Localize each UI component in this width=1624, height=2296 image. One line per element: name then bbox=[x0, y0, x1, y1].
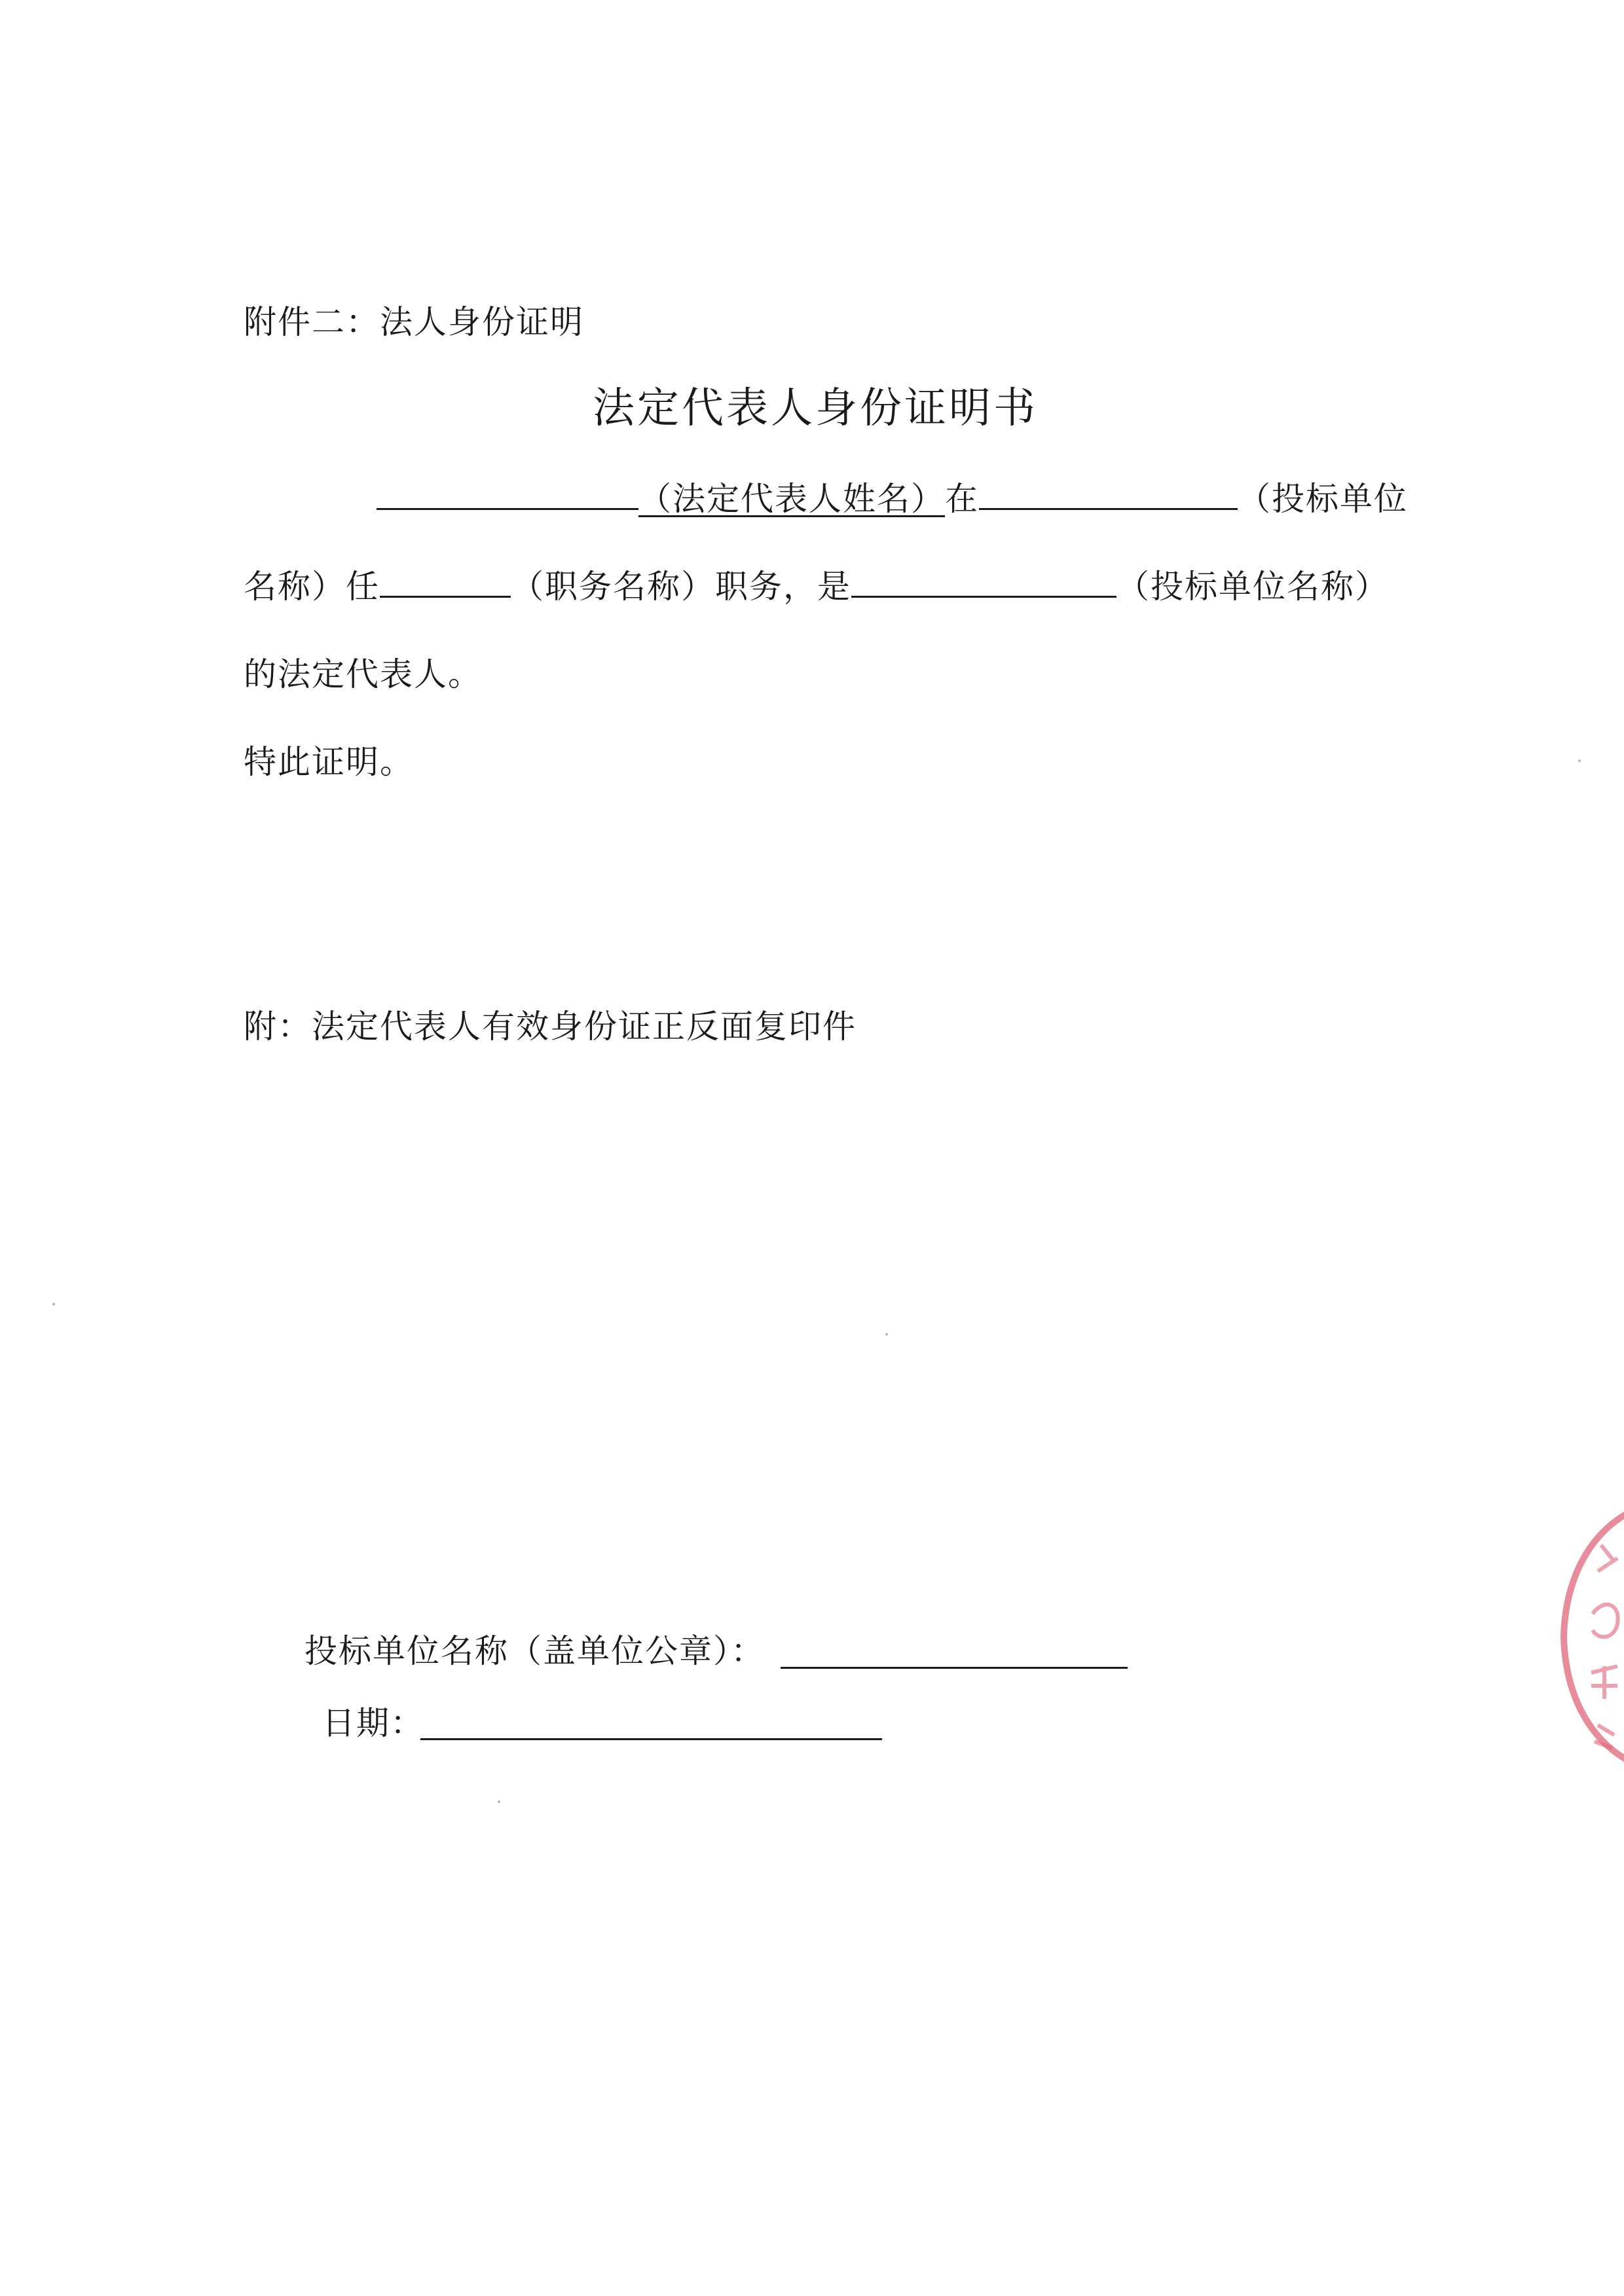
position-placeholder: （职务名称） bbox=[511, 568, 715, 606]
bidder-name-blank-1[interactable] bbox=[979, 479, 1238, 510]
scan-speck bbox=[498, 1800, 500, 1803]
position-blank[interactable] bbox=[380, 567, 511, 598]
scan-speck bbox=[885, 1333, 888, 1336]
bidder-signature-line[interactable] bbox=[781, 1667, 1128, 1669]
scan-speck bbox=[52, 1303, 55, 1305]
seal-fragment-graphic bbox=[1552, 1499, 1624, 1774]
bidder-signature-row bbox=[304, 1631, 765, 1671]
certification-text: 特此证明。 bbox=[244, 743, 414, 781]
date-row bbox=[322, 1704, 424, 1743]
bidder-name-blank-2[interactable] bbox=[851, 567, 1116, 598]
body-line-1 bbox=[377, 479, 1408, 519]
position-suffix: 职务，是 bbox=[715, 568, 851, 606]
attachment-heading: 附件二：法人身份证明 bbox=[244, 303, 584, 341]
bidder-signature-label: 投标单位名称（盖单位公章）： bbox=[304, 1632, 765, 1670]
bidder-placeholder-part2: 名称） bbox=[244, 568, 346, 606]
bidder-placeholder: （投标单位名称） bbox=[1116, 568, 1389, 606]
representative-name-blank[interactable] bbox=[377, 479, 638, 510]
date-label: 日期： bbox=[322, 1704, 424, 1742]
attachment-note: 附：法定代表人有效身份证正反面复印件 bbox=[244, 1008, 857, 1046]
bidder-placeholder-part1: （投标单位 bbox=[1238, 480, 1408, 518]
document-title: 法定代表人身份证明书 bbox=[593, 384, 1038, 433]
body-line-2 bbox=[244, 567, 1389, 606]
date-line[interactable] bbox=[420, 1738, 882, 1740]
representative-name-placeholder: （法定代表人姓名） bbox=[638, 480, 945, 518]
scan-speck bbox=[1578, 759, 1581, 762]
body-line-3: 的法定代表人。 bbox=[244, 655, 482, 693]
at-text: 在 bbox=[945, 480, 979, 518]
hold-text: 任 bbox=[346, 568, 380, 606]
partial-company-seal bbox=[1552, 1499, 1624, 1774]
